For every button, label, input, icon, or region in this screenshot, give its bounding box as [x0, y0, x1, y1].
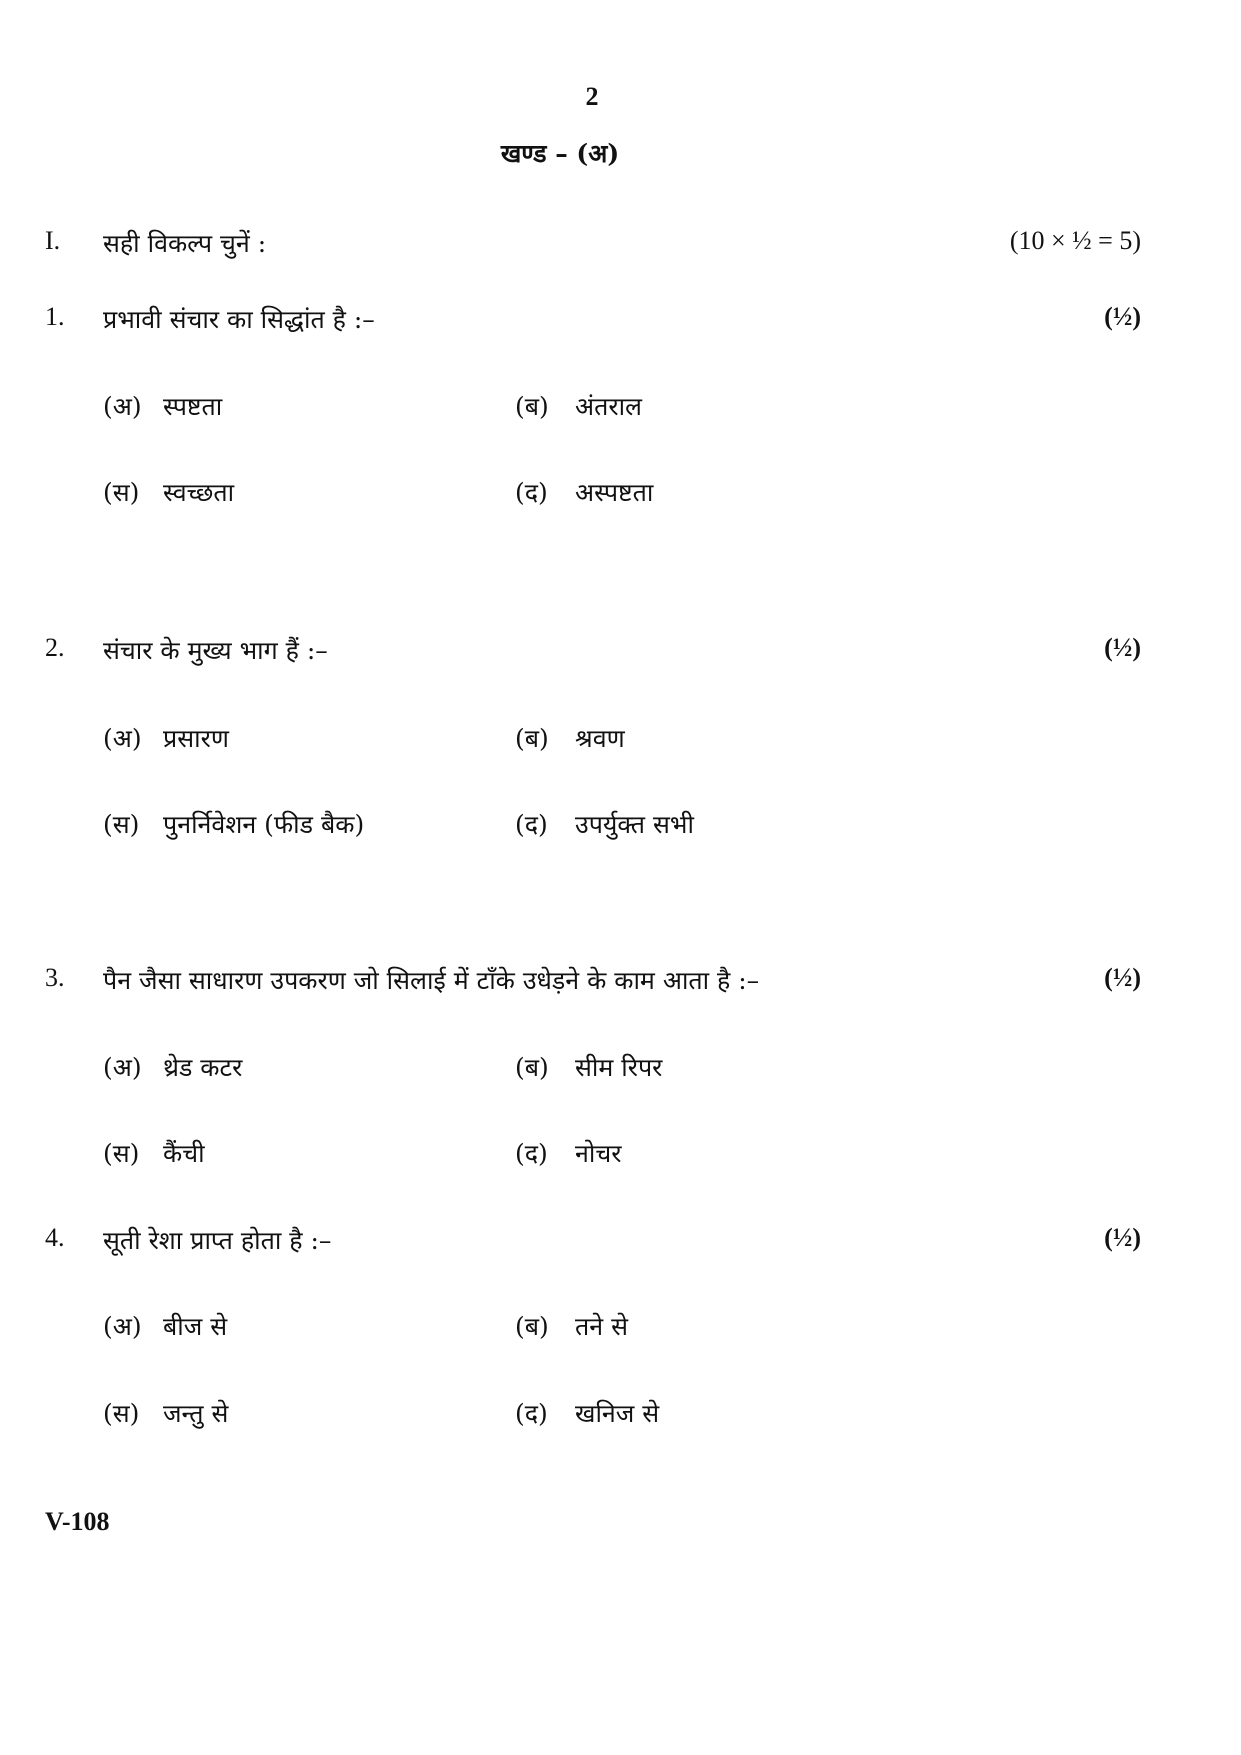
- option-text: प्रसारण: [163, 724, 229, 753]
- q4-option-a: [103, 1309, 227, 1349]
- instruction-text: सही विकल्प चुनें :: [103, 229, 267, 258]
- option-text: खनिज से: [575, 1399, 660, 1428]
- q3-option-a: [103, 1050, 242, 1090]
- option-text: स्पष्टता: [163, 392, 223, 421]
- question-text: प्रभावी संचार का सिद्धांत है :–: [103, 305, 375, 334]
- q2-option-c: [103, 807, 364, 847]
- option-label: (अ): [103, 1053, 142, 1082]
- option-text: तने से: [575, 1312, 628, 1341]
- q2-option-b: [515, 721, 625, 761]
- q3-option-d: [515, 1136, 621, 1176]
- question-text: संचार के मुख्य भाग हैं :–: [103, 636, 328, 665]
- q3-option-c: [103, 1136, 205, 1176]
- paper-code: V-108: [45, 1507, 110, 1536]
- q2-option-d: [515, 807, 694, 847]
- option-text: सीम रिपर: [575, 1053, 663, 1082]
- instruction-line: [0, 226, 1241, 266]
- option-text: अस्पष्टता: [575, 478, 654, 507]
- option-text: जन्तु से: [163, 1399, 229, 1428]
- question-text: सूती रेशा प्राप्त होता है :–: [103, 1226, 332, 1255]
- question-text: पैन जैसा साधारण उपकरण जो सिलाई में टाँके उधेड़ने के काम आता है :–: [103, 966, 760, 995]
- question-number: 2.: [45, 633, 65, 662]
- option-text: नोचर: [575, 1139, 622, 1168]
- q3-option-b: [515, 1050, 662, 1090]
- q4-option-c: [103, 1396, 228, 1436]
- question-2: [0, 633, 1241, 673]
- option-label: (स): [103, 1139, 140, 1168]
- instruction-marks: (10 × ½ = 5): [1009, 226, 1141, 255]
- question-1: [0, 302, 1241, 342]
- q1-option-b: [515, 389, 642, 429]
- question-marks: (½): [1104, 302, 1141, 331]
- question-number: 4.: [45, 1223, 65, 1252]
- option-text: पुनर्निवेशन (फीड बैक): [163, 810, 365, 839]
- question-3: [0, 963, 1241, 1003]
- option-label: (स): [103, 810, 140, 839]
- option-label: (अ): [103, 392, 142, 421]
- q2-option-a: [103, 721, 229, 761]
- option-label: (ब): [515, 392, 549, 421]
- page-number: 2: [585, 82, 599, 111]
- option-text: उपर्युक्त सभी: [575, 810, 694, 839]
- section-heading: खण्ड – (अ): [500, 139, 620, 168]
- option-label: (द): [515, 810, 548, 839]
- option-label: (द): [515, 1139, 548, 1168]
- option-text: थ्रेड कटर: [163, 1053, 243, 1082]
- option-text: कैंची: [163, 1139, 205, 1168]
- q1-option-c: [103, 475, 234, 515]
- option-text: बीज से: [163, 1312, 228, 1341]
- option-label: (द): [515, 478, 548, 507]
- question-marks: (½): [1104, 633, 1141, 662]
- question-number: 1.: [45, 302, 65, 331]
- option-text: अंतराल: [575, 392, 643, 421]
- option-text: श्रवण: [575, 724, 625, 753]
- option-label: (अ): [103, 724, 142, 753]
- q1-option-a: [103, 389, 222, 429]
- instruction-number: I.: [45, 226, 61, 255]
- option-label: (ब): [515, 1312, 549, 1341]
- option-label: (द): [515, 1399, 548, 1428]
- option-label: (स): [103, 478, 140, 507]
- option-label: (स): [103, 1399, 140, 1428]
- q1-option-d: [515, 475, 653, 515]
- question-number: 3.: [45, 963, 65, 992]
- q4-option-d: [515, 1396, 659, 1436]
- question-marks: (½): [1104, 1223, 1141, 1252]
- option-label: (अ): [103, 1312, 142, 1341]
- option-label: (ब): [515, 1053, 549, 1082]
- question-4: [0, 1223, 1241, 1263]
- q4-option-b: [515, 1309, 628, 1349]
- option-text: स्वच्छता: [163, 478, 235, 507]
- option-label: (ब): [515, 724, 549, 753]
- question-marks: (½): [1104, 963, 1141, 992]
